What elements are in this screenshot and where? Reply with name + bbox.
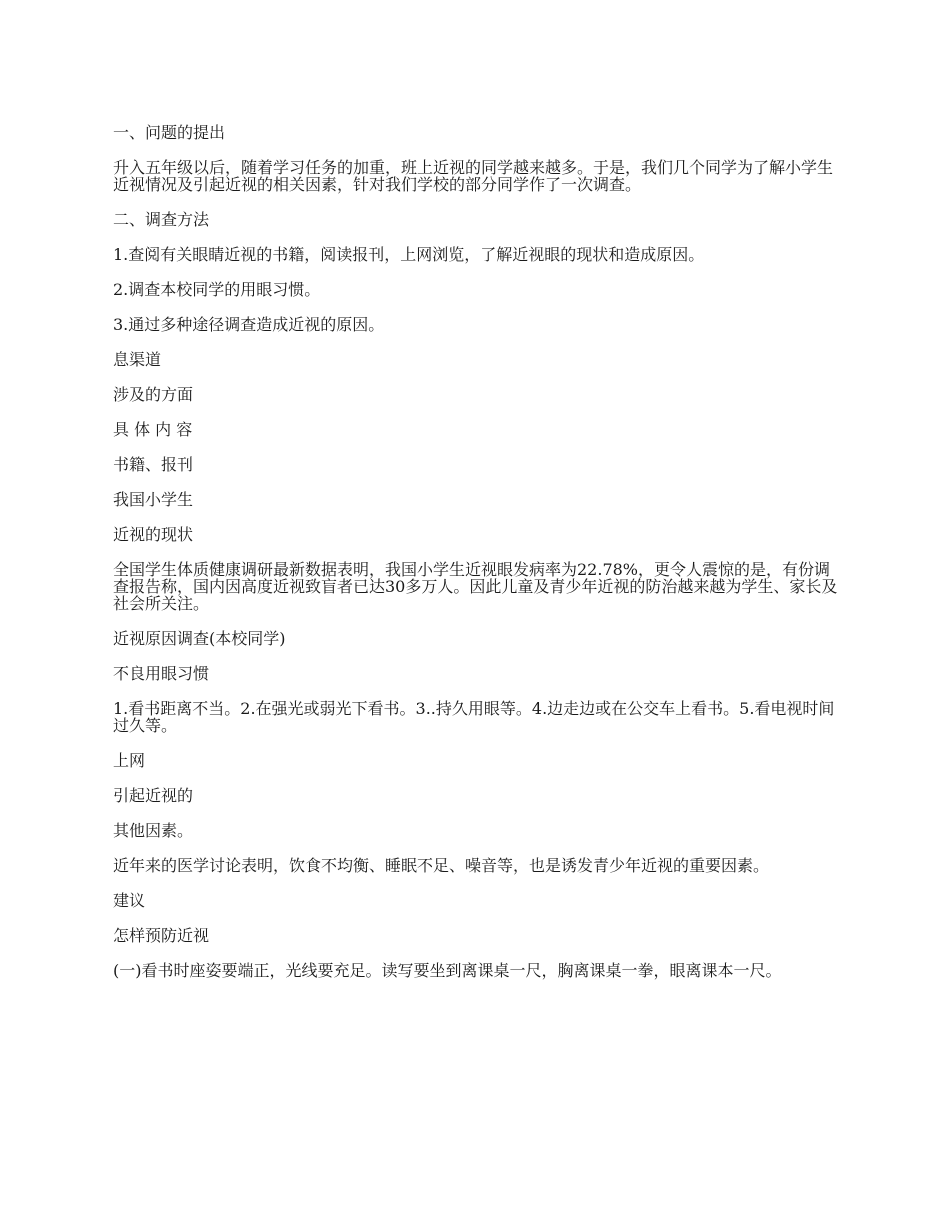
label-internet: 上网 — [113, 751, 146, 770]
label-books: 书籍、报刊 — [113, 455, 194, 474]
label-how-prevent: 怎样预防近视 — [113, 926, 210, 945]
heading-problem: 一、问题的提出 — [113, 123, 226, 142]
label-aspects: 涉及的方面 — [113, 385, 194, 404]
label-content: 具 体 内 容 — [113, 420, 193, 439]
label-pupils: 我国小学生 — [113, 490, 194, 509]
label-info-channel: 息渠道 — [113, 350, 162, 369]
label-status: 近视的现状 — [113, 525, 194, 544]
paragraph-medical: 近年来的医学讨论表明，饮食不均衡、睡眠不足、噪音等，也是诱发青少年近视的重要因素。 — [113, 856, 770, 875]
label-bad-habits: 不良用眼习惯 — [113, 664, 210, 683]
paragraph-intro: 升入五年级以后，随着学习任务的加重，班上近视的同学越来越多。于是，我们几个同学为了解小学生近视情况及引起近视的相关因素，针对我们学校的部分同学作了一次调查。 — [113, 158, 834, 194]
paragraph-statistics: 全国学生体质健康调研最新数据表明，我国小学生近视眼发病率为22.78%，更令人震惊的是，有份调查报告称，国内因高度近视致盲者已达30多万人。因此儿童及青少年近视的防治越来越为学生、家长及社会所关注。 — [113, 560, 838, 613]
document-page — [113, 124, 843, 997]
method-item-2: 2.调查本校同学的用眼习惯。 — [113, 280, 321, 299]
method-item-3: 3.通过多种途径调查造成近视的原因。 — [113, 315, 385, 334]
label-causing: 引起近视的 — [113, 786, 194, 805]
label-cause-survey: 近视原因调查(本校同学) — [113, 629, 286, 648]
paragraph-habits-list: 1.看书距离不当。2.在强光或弱光下看书。3..持久用眼等。4.边走边或在公交车上看书。5.看电视时间过久等。 — [113, 699, 835, 735]
paragraph-posture: (一)看书时座姿要端正，光线要充足。读写要坐到离课桌一尺，胸离课桌一拳，眼离课本一尺。 — [113, 961, 782, 980]
label-suggestion: 建议 — [113, 891, 146, 910]
method-item-1: 1.查阅有关眼睛近视的书籍，阅读报刊，上网浏览，了解近视眼的现状和造成原因。 — [113, 245, 705, 264]
heading-method: 二、调查方法 — [113, 210, 210, 229]
label-other-factors: 其他因素。 — [113, 821, 194, 840]
